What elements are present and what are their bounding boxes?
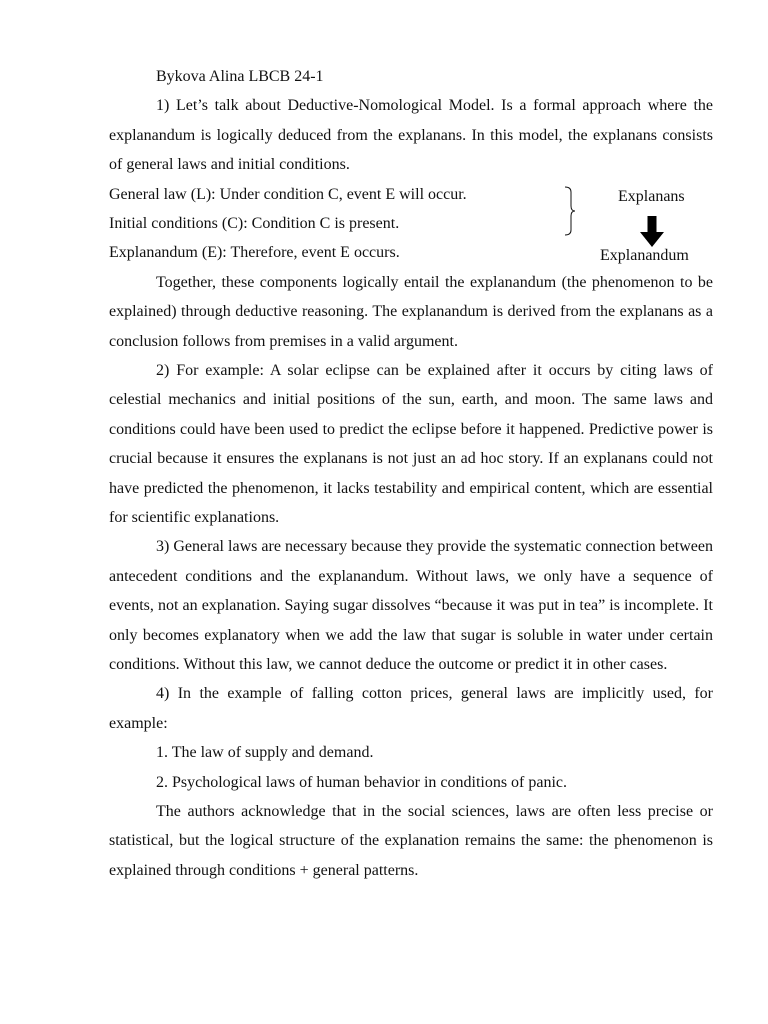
paragraph-6: The authors acknowledge that in the social sciences, laws are often less precise or statistical, but the logical structure of the explanation remains the same: the phenomenon is explained through conditions + general patterns. — [109, 803, 713, 879]
author-header: Bykova Alina LBCB 24-1 — [156, 68, 324, 85]
list-item: 1. The law of supply and demand. — [156, 744, 374, 762]
paragraph-5: 4) In the example of falling cotton prices, general laws are implicitly used, for example: — [109, 685, 713, 732]
formula-explanandum: Explanandum (E): Therefore, event E occurs. — [109, 244, 400, 262]
formula-law: General law (L): Under condition C, event E will occur. — [109, 185, 467, 203]
document-page — [109, 62, 713, 885]
right-brace-icon — [564, 186, 576, 236]
list-item: 2. Psychological laws of human behavior in conditions of panic. — [156, 773, 568, 791]
paragraph-1: 1) Let’s talk about Deductive-Nomological Model. Is a formal approach where the explanandum is logically deduced from the explanans. In this model, the explanans consists of general laws and initial conditions. — [109, 97, 713, 174]
formula-conditions: Initial conditions (C): Condition C is present. — [109, 215, 400, 232]
paragraph-4: 3) General laws are necessary because they provide the systematic connection between antecedent conditions and the explanandum. Without laws, we only have a sequence of events, not an explanation. Saying sugar dissolves “because it was put in tea” is incomplete. It only becomes explanatory when we add the law that sugar is soluble in water under certain conditions. Without this law, we cannot deduce the outcome or predict it in other cases. — [109, 538, 713, 674]
explanandum-label: Explanandum — [600, 247, 689, 264]
paragraph-2: Together, these components logically entail the explanandum (the phenomenon to be explained) through deductive reasoning. The explanandum is derived from the explanans as a conclusion follows from premises in a valid argument. — [109, 273, 713, 350]
paragraph-3: 2) For example: A solar eclipse can be explained after it occurs by citing laws of celestial mechanics and initial positions of the sun, earth, and moon. The same laws and conditions could have been used to predict the eclipse before it happened. Predictive power is crucial because it ensures the explanans is not just an ad hoc story. If an explanans could not have predicted the phenomenon, it lacks testability and empirical content, which are essential for scientific explanations. — [109, 362, 713, 527]
explanans-label: Explanans — [618, 188, 685, 205]
